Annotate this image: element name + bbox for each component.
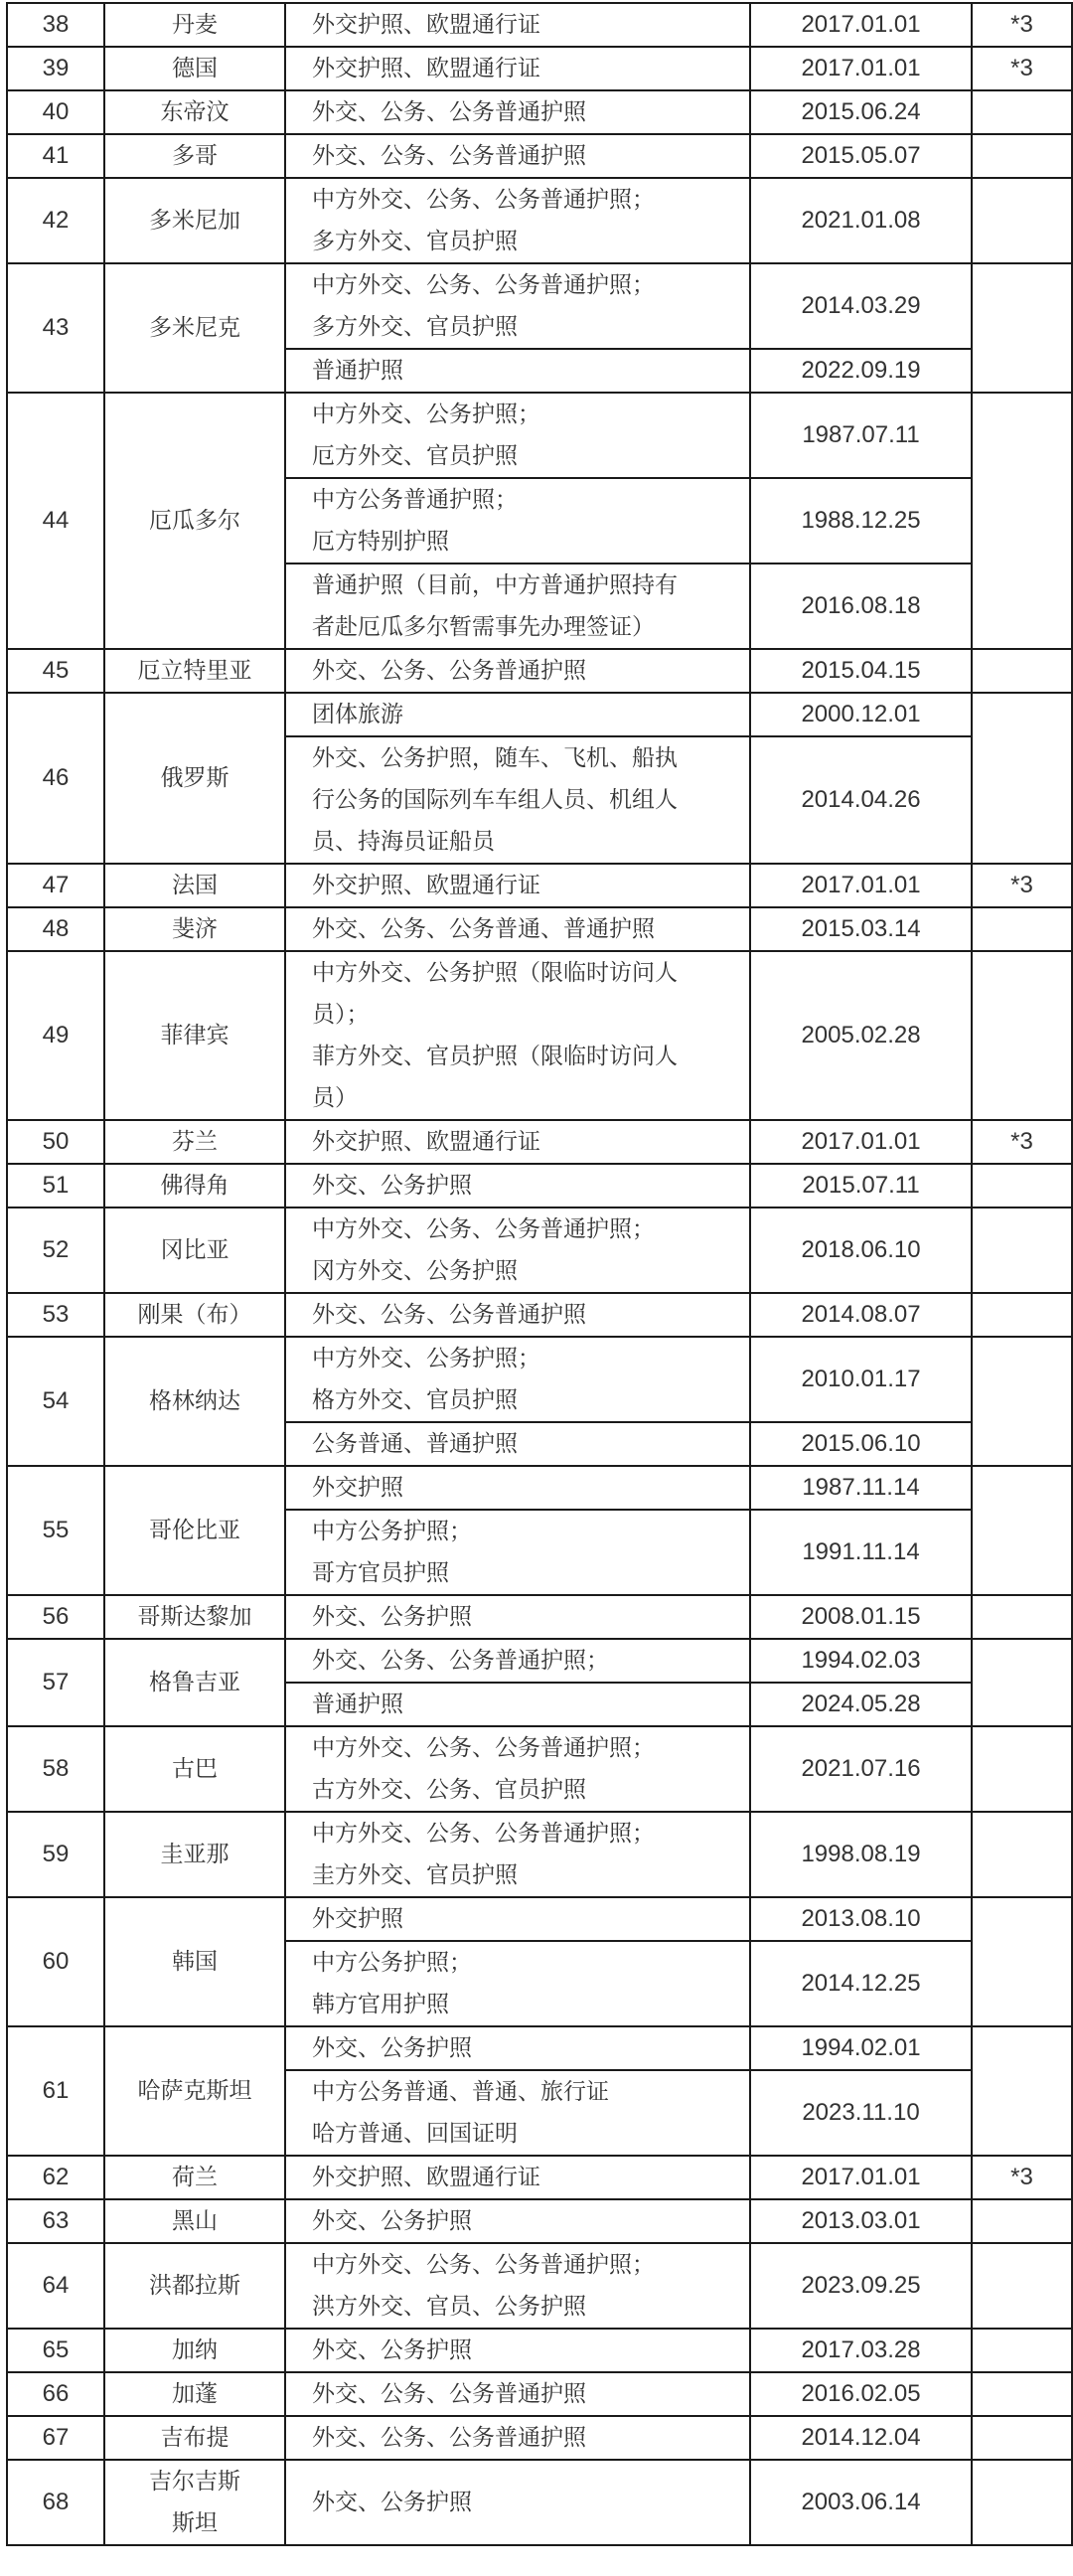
country-name: 丹麦	[104, 3, 285, 47]
passport-type: 中方公务护照； 哥方官员护照	[285, 1510, 750, 1595]
passport-type: 中方外交、公务、公务普通护照； 多方外交、官员护照	[285, 263, 750, 349]
note	[972, 2026, 1072, 2156]
table-row	[7, 693, 1072, 736]
effective-date: 2021.07.16	[750, 1726, 972, 1812]
row-number: 49	[7, 951, 104, 1120]
effective-date: 2014.03.29	[750, 263, 972, 349]
effective-date: 2016.08.18	[750, 564, 972, 649]
note	[972, 263, 1072, 393]
passport-type: 外交、公务护照，随车、飞机、船执 行公务的国际列车车组人员、机组人 员、持海员证船员	[285, 736, 750, 864]
effective-date: 2017.01.01	[750, 47, 972, 90]
note	[972, 2460, 1072, 2545]
effective-date: 2016.02.05	[750, 2372, 972, 2416]
effective-date: 2015.06.10	[750, 1422, 972, 1466]
table-row	[7, 2372, 1072, 2416]
table-row	[7, 1337, 1072, 1422]
note	[972, 1293, 1072, 1337]
table-row	[7, 1164, 1072, 1208]
country-name: 法国	[104, 864, 285, 907]
country-name: 荷兰	[104, 2156, 285, 2199]
passport-type: 外交护照、欧盟通行证	[285, 47, 750, 90]
country-name: 俄罗斯	[104, 693, 285, 864]
country-name: 格鲁吉亚	[104, 1639, 285, 1726]
effective-date: 2017.01.01	[750, 864, 972, 907]
note	[972, 1812, 1072, 1897]
country-name: 冈比亚	[104, 1208, 285, 1293]
note	[972, 1639, 1072, 1726]
country-name: 哥斯达黎加	[104, 1595, 285, 1639]
country-name: 东帝汶	[104, 90, 285, 134]
row-number: 53	[7, 1293, 104, 1337]
note	[972, 1337, 1072, 1466]
row-number: 47	[7, 864, 104, 907]
effective-date: 2017.01.01	[750, 2156, 972, 2199]
row-number: 68	[7, 2460, 104, 2545]
country-name: 佛得角	[104, 1164, 285, 1208]
note	[972, 2372, 1072, 2416]
table-row	[7, 1812, 1072, 1897]
row-number: 44	[7, 393, 104, 649]
note	[972, 1466, 1072, 1595]
passport-type: 普通护照（目前，中方普通护照持有 者赴厄瓜多尔暂需事先办理签证）	[285, 564, 750, 649]
effective-date: 2014.08.07	[750, 1293, 972, 1337]
effective-date: 2015.04.15	[750, 649, 972, 693]
country-name: 厄瓜多尔	[104, 393, 285, 649]
passport-type: 中方外交、公务护照（限临时访问人 员）； 菲方外交、官员护照（限临时访问人 员）	[285, 951, 750, 1120]
table-row	[7, 2416, 1072, 2460]
effective-date: 2014.12.25	[750, 1941, 972, 2026]
passport-type: 外交、公务、公务普通护照	[285, 649, 750, 693]
passport-type: 外交、公务护照	[285, 2460, 750, 2545]
effective-date: 2015.05.07	[750, 134, 972, 178]
country-name: 格林纳达	[104, 1337, 285, 1466]
note	[972, 393, 1072, 649]
country-name: 菲律宾	[104, 951, 285, 1120]
row-number: 39	[7, 47, 104, 90]
row-number: 43	[7, 263, 104, 393]
row-number: 66	[7, 2372, 104, 2416]
effective-date: 1991.11.14	[750, 1510, 972, 1595]
row-number: 57	[7, 1639, 104, 1726]
table-row	[7, 1120, 1072, 1164]
country-name: 加纳	[104, 2329, 285, 2372]
country-name: 黑山	[104, 2199, 285, 2243]
country-name: 厄立特里亚	[104, 649, 285, 693]
effective-date: 2015.03.14	[750, 907, 972, 951]
country-name: 多哥	[104, 134, 285, 178]
effective-date: 2008.01.15	[750, 1595, 972, 1639]
table-row	[7, 393, 1072, 478]
note: *3	[972, 47, 1072, 90]
passport-type: 普通护照	[285, 349, 750, 393]
note	[972, 1726, 1072, 1812]
table-row	[7, 649, 1072, 693]
row-number: 60	[7, 1897, 104, 2026]
passport-type: 外交、公务、公务普通、普通护照	[285, 907, 750, 951]
passport-type: 外交、公务、公务普通护照	[285, 2372, 750, 2416]
country-name: 芬兰	[104, 1120, 285, 1164]
row-number: 41	[7, 134, 104, 178]
passport-type: 外交、公务护照	[285, 1164, 750, 1208]
country-name: 加蓬	[104, 2372, 285, 2416]
table-row	[7, 2156, 1072, 2199]
passport-type: 中方外交、公务、公务普通护照； 圭方外交、官员护照	[285, 1812, 750, 1897]
passport-type: 外交护照	[285, 1897, 750, 1941]
effective-date: 1994.02.03	[750, 1639, 972, 1683]
passport-type: 外交、公务护照	[285, 1595, 750, 1639]
passport-type: 中方公务护照； 韩方官用护照	[285, 1941, 750, 2026]
note	[972, 134, 1072, 178]
row-number: 45	[7, 649, 104, 693]
country-name: 吉布提	[104, 2416, 285, 2460]
effective-date: 2017.01.01	[750, 1120, 972, 1164]
effective-date: 2015.07.11	[750, 1164, 972, 1208]
country-name: 吉尔吉斯 斯坦	[104, 2460, 285, 2545]
note: *3	[972, 864, 1072, 907]
country-name: 德国	[104, 47, 285, 90]
country-name: 韩国	[104, 1897, 285, 2026]
table-row	[7, 178, 1072, 263]
table-row	[7, 1726, 1072, 1812]
effective-date: 1998.08.19	[750, 1812, 972, 1897]
passport-type: 中方外交、公务、公务普通护照； 洪方外交、官员、公务护照	[285, 2243, 750, 2329]
table-row	[7, 1595, 1072, 1639]
effective-date: 2017.01.01	[750, 3, 972, 47]
passport-type: 外交、公务、公务普通护照	[285, 134, 750, 178]
note: *3	[972, 1120, 1072, 1164]
table-body	[7, 3, 1072, 2545]
country-name: 哥伦比亚	[104, 1466, 285, 1595]
effective-date: 2023.09.25	[750, 2243, 972, 2329]
passport-type: 外交护照、欧盟通行证	[285, 864, 750, 907]
note	[972, 178, 1072, 263]
note	[972, 951, 1072, 1120]
table-row	[7, 134, 1072, 178]
note	[972, 2416, 1072, 2460]
passport-type: 中方外交、公务护照； 厄方外交、官员护照	[285, 393, 750, 478]
table-row	[7, 951, 1072, 1120]
row-number: 50	[7, 1120, 104, 1164]
effective-date: 2014.12.04	[750, 2416, 972, 2460]
note	[972, 907, 1072, 951]
effective-date: 2023.11.10	[750, 2070, 972, 2156]
effective-date: 2015.06.24	[750, 90, 972, 134]
note	[972, 693, 1072, 864]
note	[972, 1208, 1072, 1293]
row-number: 46	[7, 693, 104, 864]
passport-type: 外交、公务护照	[285, 2199, 750, 2243]
country-name: 古巴	[104, 1726, 285, 1812]
visa-exemption-table	[6, 2, 1073, 2546]
passport-type: 公务普通、普通护照	[285, 1422, 750, 1466]
passport-type: 外交护照	[285, 1466, 750, 1510]
passport-type: 团体旅游	[285, 693, 750, 736]
table-row	[7, 47, 1072, 90]
effective-date: 2000.12.01	[750, 693, 972, 736]
note	[972, 90, 1072, 134]
row-number: 67	[7, 2416, 104, 2460]
table-row	[7, 1639, 1072, 1683]
row-number: 51	[7, 1164, 104, 1208]
passport-type: 外交护照、欧盟通行证	[285, 2156, 750, 2199]
table-row	[7, 2243, 1072, 2329]
table-row	[7, 2199, 1072, 2243]
passport-type: 外交护照、欧盟通行证	[285, 1120, 750, 1164]
passport-type: 中方外交、公务、公务普通护照； 冈方外交、公务护照	[285, 1208, 750, 1293]
note	[972, 2243, 1072, 2329]
note	[972, 1595, 1072, 1639]
passport-type: 普通护照	[285, 1683, 750, 1726]
effective-date: 1987.11.14	[750, 1466, 972, 1510]
table-row	[7, 1208, 1072, 1293]
effective-date: 2013.03.01	[750, 2199, 972, 2243]
country-name: 洪都拉斯	[104, 2243, 285, 2329]
passport-type: 外交、公务、公务普通护照	[285, 2416, 750, 2460]
passport-type: 外交、公务护照	[285, 2329, 750, 2372]
table-row	[7, 1466, 1072, 1510]
passport-type: 中方公务普通、普通、旅行证 哈方普通、回国证明	[285, 2070, 750, 2156]
table-row	[7, 2329, 1072, 2372]
row-number: 42	[7, 178, 104, 263]
passport-type: 中方外交、公务、公务普通护照； 多方外交、官员护照	[285, 178, 750, 263]
table-row	[7, 2026, 1072, 2070]
row-number: 54	[7, 1337, 104, 1466]
row-number: 65	[7, 2329, 104, 2372]
passport-type: 外交、公务、公务普通护照	[285, 1293, 750, 1337]
row-number: 52	[7, 1208, 104, 1293]
passport-type: 中方公务普通护照； 厄方特别护照	[285, 478, 750, 564]
note: *3	[972, 3, 1072, 47]
row-number: 40	[7, 90, 104, 134]
note	[972, 649, 1072, 693]
effective-date: 2013.08.10	[750, 1897, 972, 1941]
effective-date: 2017.03.28	[750, 2329, 972, 2372]
effective-date: 2018.06.10	[750, 1208, 972, 1293]
effective-date: 1994.02.01	[750, 2026, 972, 2070]
row-number: 58	[7, 1726, 104, 1812]
row-number: 62	[7, 2156, 104, 2199]
table-row	[7, 263, 1072, 349]
passport-type: 外交、公务护照	[285, 2026, 750, 2070]
effective-date: 2022.09.19	[750, 349, 972, 393]
effective-date: 2014.04.26	[750, 736, 972, 864]
effective-date: 2024.05.28	[750, 1683, 972, 1726]
country-name: 圭亚那	[104, 1812, 285, 1897]
country-name: 哈萨克斯坦	[104, 2026, 285, 2156]
row-number: 38	[7, 3, 104, 47]
effective-date: 2003.06.14	[750, 2460, 972, 2545]
table-row	[7, 1897, 1072, 1941]
effective-date: 1988.12.25	[750, 478, 972, 564]
row-number: 63	[7, 2199, 104, 2243]
country-name: 多米尼克	[104, 263, 285, 393]
row-number: 55	[7, 1466, 104, 1595]
note	[972, 1164, 1072, 1208]
passport-type: 外交护照、欧盟通行证	[285, 3, 750, 47]
table-row	[7, 1293, 1072, 1337]
effective-date: 2010.01.17	[750, 1337, 972, 1422]
row-number: 48	[7, 907, 104, 951]
row-number: 59	[7, 1812, 104, 1897]
passport-type: 中方外交、公务护照； 格方外交、官员护照	[285, 1337, 750, 1422]
table-row	[7, 2460, 1072, 2545]
effective-date: 2005.02.28	[750, 951, 972, 1120]
effective-date: 2021.01.08	[750, 178, 972, 263]
country-name: 刚果（布）	[104, 1293, 285, 1337]
table-row	[7, 864, 1072, 907]
passport-type: 外交、公务、公务普通护照	[285, 90, 750, 134]
country-name: 斐济	[104, 907, 285, 951]
note: *3	[972, 2156, 1072, 2199]
row-number: 61	[7, 2026, 104, 2156]
table-row	[7, 3, 1072, 47]
passport-type: 中方外交、公务、公务普通护照； 古方外交、公务、官员护照	[285, 1726, 750, 1812]
note	[972, 2329, 1072, 2372]
row-number: 64	[7, 2243, 104, 2329]
passport-type: 外交、公务、公务普通护照；	[285, 1639, 750, 1683]
note	[972, 2199, 1072, 2243]
effective-date: 1987.07.11	[750, 393, 972, 478]
table-row	[7, 90, 1072, 134]
table-row	[7, 907, 1072, 951]
note	[972, 1897, 1072, 2026]
country-name: 多米尼加	[104, 178, 285, 263]
row-number: 56	[7, 1595, 104, 1639]
